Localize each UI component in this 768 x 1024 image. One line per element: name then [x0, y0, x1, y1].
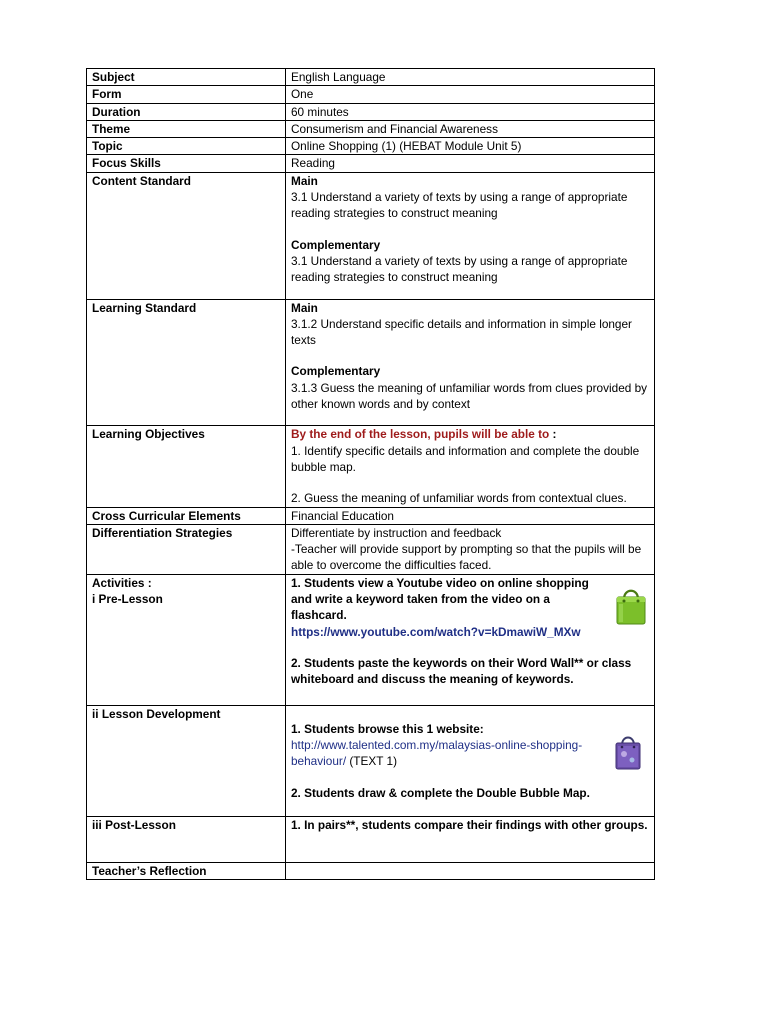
row-content-standard: [87, 172, 655, 299]
pre-lesson-step-2: 2. Students paste the keywords on their Word Wall** or class whiteboard and discuss the meaning of keywords.: [291, 655, 632, 687]
learning-objectives-value: [286, 426, 655, 507]
row-duration: [87, 103, 655, 120]
purple-shopping-bag-icon: [613, 732, 643, 770]
learning-standard-comp-heading: Complementary: [291, 364, 381, 379]
row-cross-curricular: [87, 507, 655, 524]
row-pre-lesson: [87, 574, 655, 705]
duration-value: 60 minutes: [286, 103, 655, 120]
theme-label: Theme: [87, 120, 286, 137]
row-learning-standard: [87, 299, 655, 426]
topic-value: Online Shopping (1) (HEBAT Module Unit 5): [286, 138, 655, 155]
row-form: [87, 86, 655, 103]
row-reflection: [87, 862, 655, 879]
differentiation-line-1: Differentiate by instruction and feedback: [291, 525, 502, 540]
learning-standard-label: Learning Standard: [87, 299, 286, 426]
pre-lesson-value: [286, 574, 655, 705]
row-subject: [87, 69, 655, 86]
learning-standard-main-heading: Main: [291, 300, 318, 315]
lesson-development-value: [286, 705, 655, 816]
lesson-plan-table: [86, 68, 655, 880]
content-standard-main-heading: Main: [291, 173, 318, 188]
reflection-label: Teacher’s Reflection: [87, 862, 286, 879]
learning-standard-main-text: 3.1.2 Understand specific details and information in simple longer texts: [291, 316, 632, 348]
objective-2: 2. Guess the meaning of unfamiliar words from contextual clues.: [291, 491, 627, 506]
row-focus-skills: [87, 155, 655, 172]
pre-lesson-heading: i Pre-Lesson: [92, 592, 163, 607]
differentiation-label: Differentiation Strategies: [87, 524, 286, 574]
post-lesson-label: iii Post-Lesson: [87, 816, 286, 862]
content-standard-value: [286, 172, 655, 299]
differentiation-line-2: -Teacher will provide support by prompting so that the pupils will be able to overcome the difficulties faced.: [291, 542, 642, 573]
lesson-development-step-2: 2. Students draw & complete the Double Bubble Map.: [291, 785, 590, 800]
row-learning-objectives: [87, 426, 655, 507]
content-standard-label: Content Standard: [87, 172, 286, 299]
row-differentiation: [87, 524, 655, 574]
learning-standard-value: [286, 299, 655, 426]
learning-objectives-label: Learning Objectives: [87, 426, 286, 507]
form-label: Form: [87, 86, 286, 103]
green-shopping-bag-icon: [614, 585, 648, 625]
objectives-intro: [291, 426, 649, 442]
talented-link-suffix: (TEXT 1): [346, 754, 398, 769]
objective-1: 1. Identify specific details and information and complete the double bubble map.: [291, 443, 640, 474]
subject-value: English Language: [286, 69, 655, 86]
topic-label: Topic: [87, 138, 286, 155]
content-standard-comp-heading: Complementary: [291, 237, 381, 252]
form-value: One: [286, 86, 655, 103]
row-post-lesson: [87, 816, 655, 862]
activities-label: Activities :: [92, 575, 152, 590]
reflection-value[interactable]: [286, 862, 655, 879]
row-lesson-development: [87, 705, 655, 816]
talented-link[interactable]: http://www.talented.com.my/malaysias-online-shopping-behaviour/: [291, 738, 583, 769]
youtube-link[interactable]: https://www.youtube.com/watch?v=kDmawiW_MXw: [291, 624, 581, 639]
focus-skills-label: Focus Skills: [87, 155, 286, 172]
focus-skills-value: Reading: [286, 155, 655, 172]
cross-curricular-label: Cross Curricular Elements: [87, 507, 286, 524]
lesson-development-step-1: 1. Students browse this 1 website:: [291, 721, 484, 736]
lesson-development-label: ii Lesson Development: [87, 705, 286, 816]
duration-label: Duration: [87, 103, 286, 120]
post-lesson-value: 1. In pairs**, students compare their findings with other groups.: [286, 816, 655, 862]
differentiation-value: [286, 524, 655, 574]
pre-lesson-step-1: 1. Students view a Youtube video on online shopping and write a keyword taken from the video on a flashcard.: [291, 575, 589, 623]
subject-label: Subject: [87, 69, 286, 86]
content-standard-comp-text: 3.1 Understand a variety of texts by using a range of appropriate reading strategies to construct meaning: [291, 253, 628, 285]
content-standard-main-text: 3.1 Understand a variety of texts by using a range of appropriate reading strategies to construct meaning: [291, 190, 628, 221]
learning-standard-comp-text: 3.1.3 Guess the meaning of unfamiliar words from clues provided by other known words and by context: [291, 380, 648, 412]
lesson-development-link-line: [291, 737, 586, 770]
pre-lesson-label: [87, 574, 286, 705]
row-topic: [87, 138, 655, 155]
objectives-intro-text: By the end of the lesson, pupils will be able to: [291, 427, 550, 442]
objectives-intro-colon: :: [549, 427, 557, 442]
row-theme: [87, 120, 655, 137]
cross-curricular-value: Financial Education: [286, 507, 655, 524]
theme-value: Consumerism and Financial Awareness: [286, 120, 655, 137]
